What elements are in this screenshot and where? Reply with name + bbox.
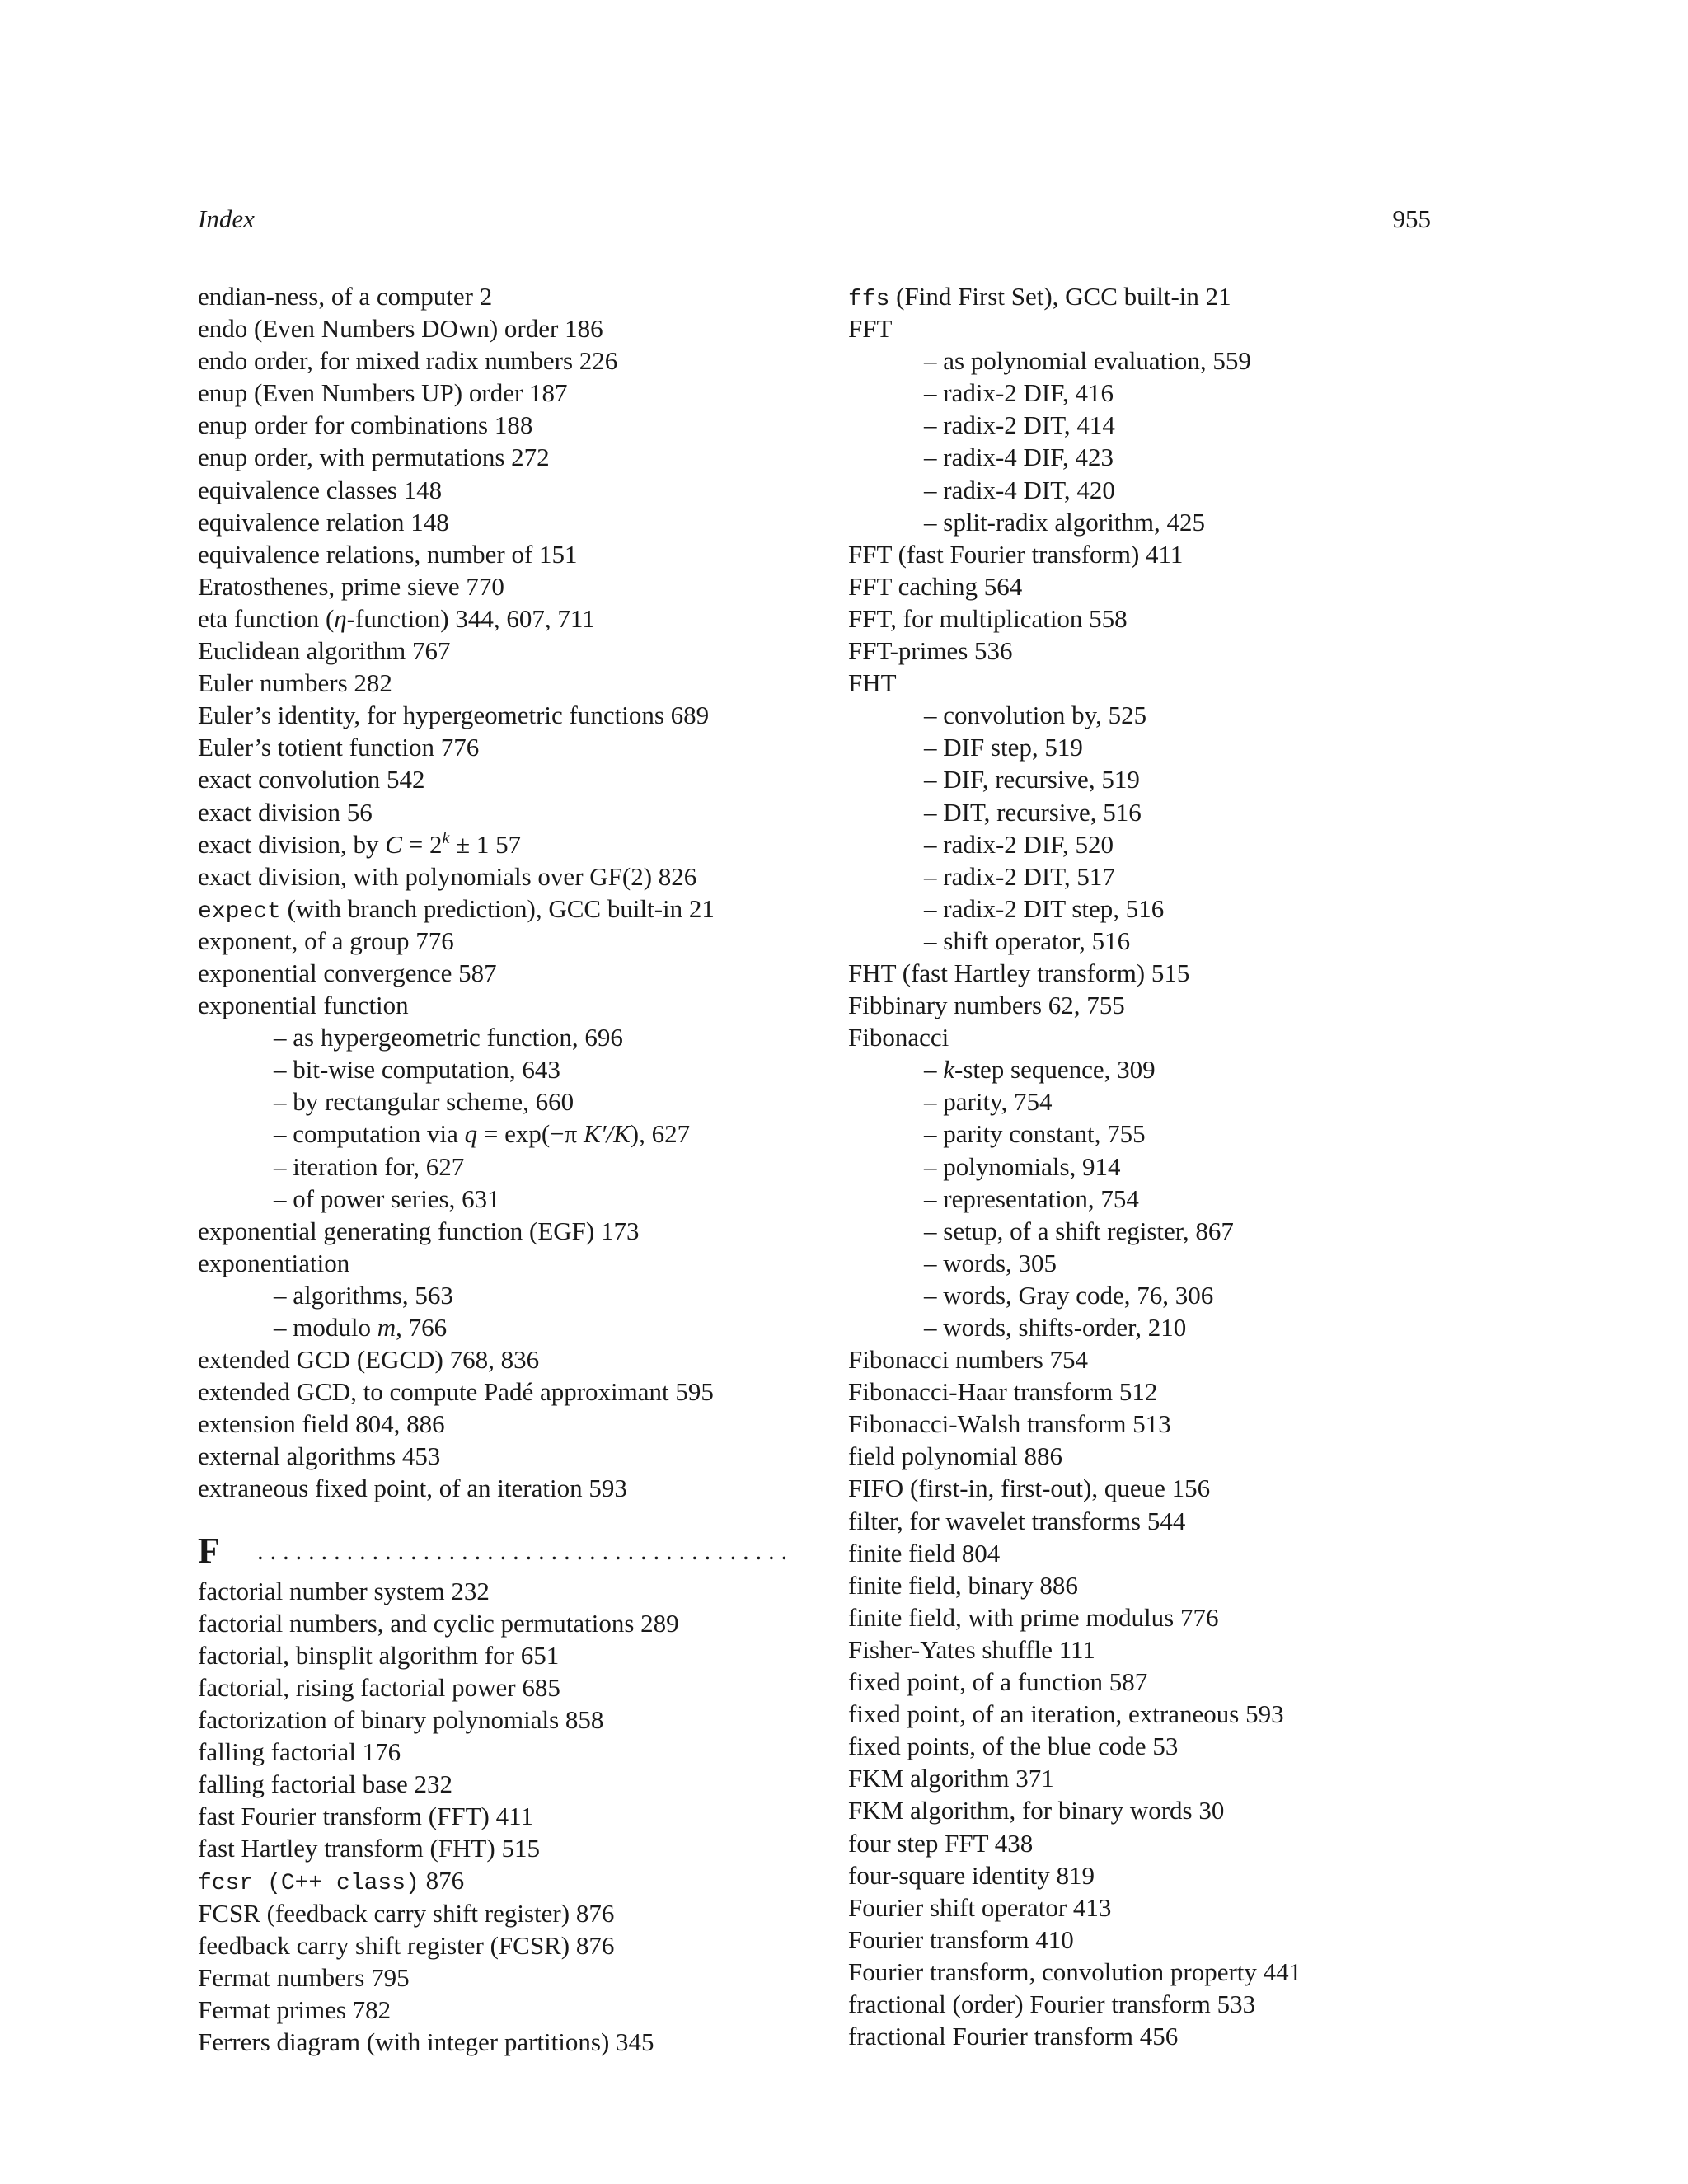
index-entry: endo order, for mixed radix numbers 226 — [198, 346, 618, 376]
index-subentry: – as polynomial evaluation, 559 — [924, 346, 1251, 376]
index-subentry: – radix-2 DIF, 520 — [924, 829, 1114, 859]
index-subentry: – radix-2 DIT step, 516 — [924, 893, 1165, 923]
index-entry: exact convolution 542 — [198, 765, 425, 794]
index-subentry: – polynomials, 914 — [924, 1151, 1121, 1181]
entry-text: 876 — [419, 1866, 465, 1896]
entry-text: ± 1 57 — [449, 829, 522, 859]
section-letter: F — [198, 1530, 220, 1571]
index-entry: extended GCD (EGCD) 768, 836 — [198, 1345, 540, 1375]
index-entry: fractional Fourier transform 456 — [848, 2022, 1179, 2051]
index-entry: Fermat numbers 795 — [198, 1962, 410, 1992]
index-entry: finite field 804 — [848, 1538, 1001, 1568]
math-variable: k — [943, 1055, 955, 1085]
index-entry: exponential convergence 587 — [198, 958, 497, 987]
index-entry: FIFO (first-in, first-out), queue 156 — [848, 1474, 1211, 1503]
index-subentry: – parity, 754 — [924, 1087, 1053, 1117]
index-entry: factorization of binary polynomials 858 — [198, 1704, 604, 1734]
index-subentry: – radix-2 DIT, 517 — [924, 861, 1115, 891]
index-entry: extended GCD, to compute Padé approximant 595 — [198, 1377, 714, 1407]
section-heading-f — [198, 1527, 791, 1575]
index-subentry: – radix-2 DIT, 414 — [924, 410, 1115, 440]
index-subentry: – iteration for, 627 — [274, 1151, 465, 1181]
index-entry: exponent, of a group 776 — [198, 926, 454, 955]
index-entry: Fourier transform, convolution property 441 — [848, 1957, 1302, 1986]
entry-text: (with branch prediction), GCC built-in 21 — [280, 893, 715, 923]
index-entry: factorial number system 232 — [198, 1576, 490, 1605]
index-subentry: – algorithms, 563 — [274, 1280, 453, 1310]
index-subentry: – by rectangular scheme, 660 — [274, 1087, 574, 1117]
index-subentry: – bit-wise computation, 643 — [274, 1055, 560, 1085]
index-entry-ffs — [848, 280, 1442, 312]
math-variable: m — [377, 1313, 396, 1342]
math-variable: K′/K — [584, 1119, 631, 1149]
index-subentry: – words, Gray code, 76, 306 — [924, 1280, 1214, 1310]
index-entry: FFT caching 564 — [848, 571, 1023, 601]
index-entry: Fermat primes 782 — [198, 1994, 392, 2024]
index-entry: FCSR (feedback carry shift register) 876 — [198, 1898, 615, 1928]
index-entry: filter, for wavelet transforms 544 — [848, 1506, 1186, 1535]
index-column-left — [198, 280, 791, 2058]
entry-text: – modulo — [274, 1313, 377, 1342]
index-entry: fixed points, of the blue code 53 — [848, 1732, 1179, 1761]
index-entry: exact division 56 — [198, 797, 373, 827]
index-entry: finite field, binary 886 — [848, 1570, 1078, 1600]
entry-text: exact division, by — [198, 829, 386, 859]
index-subentry: – parity constant, 755 — [924, 1119, 1146, 1149]
index-entry: endian-ness, of a computer 2 — [198, 282, 493, 311]
entry-text: (Find First Set), GCC built-in 21 — [889, 282, 1231, 311]
index-subentry: – DIF, recursive, 519 — [924, 765, 1140, 794]
index-subentry: – shift operator, 516 — [924, 926, 1131, 955]
index-entry: equivalence relations, number of 151 — [198, 539, 578, 569]
eta-symbol: η — [334, 603, 347, 633]
index-entry: FFT, for multiplication 558 — [848, 603, 1128, 633]
index-subentry: – setup, of a shift register, 867 — [924, 1216, 1234, 1245]
math-variable: q — [464, 1119, 478, 1149]
index-entry: Euclidean algorithm 767 — [198, 636, 451, 666]
index-subentry: – convolution by, 525 — [924, 701, 1147, 730]
index-entry: Euler numbers 282 — [198, 668, 392, 698]
index-entry: extraneous fixed point, of an iteration 593 — [198, 1474, 627, 1503]
index-subentry: – radix-4 DIF, 423 — [924, 443, 1114, 472]
index-entry-eta-function — [198, 602, 791, 635]
entry-text: = exp(−π — [477, 1119, 584, 1149]
entry-text: eta function ( — [198, 603, 335, 633]
index-entry: endo (Even Numbers DOwn) order 186 — [198, 314, 603, 344]
entry-text: – computation via — [274, 1119, 465, 1149]
index-entry: Fibonacci-Walsh transform 513 — [848, 1409, 1171, 1439]
index-entry: enup order, with permutations 272 — [198, 443, 550, 472]
index-entry: FHT — [848, 668, 897, 698]
entry-text: -step sequence, 309 — [954, 1055, 1156, 1085]
index-entry: fractional (order) Fourier transform 533 — [848, 1989, 1256, 2018]
index-entry: Fibonacci numbers 754 — [848, 1345, 1089, 1375]
entry-text: = 2 — [401, 829, 443, 859]
index-entry-fcsr — [198, 1864, 791, 1896]
code-term: expect — [198, 898, 281, 925]
index-subentry: – radix-4 DIT, 420 — [924, 475, 1115, 504]
index-entry-exact-division-formula — [198, 828, 791, 860]
index-entry: exact division, with polynomials over GF(2) 826 — [198, 861, 697, 891]
index-entry: factorial, rising factorial power 685 — [198, 1672, 560, 1702]
index-subentry-modulo — [198, 1311, 791, 1343]
code-term: fcsr (C++ class) — [198, 1871, 420, 1897]
code-term: ffs — [848, 287, 890, 312]
index-entry: extension field 804, 886 — [198, 1409, 445, 1439]
index-subentry: – representation, 754 — [924, 1183, 1139, 1213]
index-entry: Fourier transform 410 — [848, 1924, 1074, 1954]
entry-text: – — [924, 1055, 944, 1085]
index-entry: FHT (fast Hartley transform) 515 — [848, 958, 1190, 987]
index-subentry: – as hypergeometric function, 696 — [274, 1023, 623, 1052]
index-entry: Fibbinary numbers 62, 755 — [848, 991, 1125, 1020]
index-entry: Fibonacci-Haar transform 512 — [848, 1377, 1158, 1407]
index-subentry: – DIT, recursive, 516 — [924, 797, 1142, 827]
index-entry: Fisher-Yates shuffle 111 — [848, 1634, 1095, 1664]
index-entry: external algorithms 453 — [198, 1441, 441, 1471]
index-entry: equivalence classes 148 — [198, 475, 443, 504]
index-entry: finite field, with prime modulus 776 — [848, 1602, 1219, 1632]
index-subentry-kstep — [848, 1053, 1442, 1085]
index-entry: field polynomial 886 — [848, 1441, 1063, 1471]
index-entry: fast Hartley transform (FHT) 515 — [198, 1834, 540, 1863]
index-entry: factorial, binsplit algorithm for 651 — [198, 1640, 560, 1670]
running-title: Index — [198, 204, 255, 233]
index-entry: exponential generating function (EGF) 173 — [198, 1216, 640, 1245]
running-head — [198, 204, 1431, 244]
math-variable: C — [385, 829, 402, 859]
index-subentry: – radix-2 DIF, 416 — [924, 378, 1114, 408]
index-entry: exponential function — [198, 991, 409, 1020]
index-entry: falling factorial 176 — [198, 1737, 401, 1767]
index-entry: FKM algorithm, for binary words 30 — [848, 1796, 1225, 1825]
index-entry: exponentiation — [198, 1248, 350, 1277]
index-entry: enup order for combinations 188 — [198, 410, 533, 440]
index-subentry: – DIF step, 519 — [924, 733, 1083, 762]
index-entry: feedback carry shift register (FCSR) 876 — [198, 1930, 615, 1960]
index-entry: FFT-primes 536 — [848, 636, 1013, 666]
index-entry: falling factorial base 232 — [198, 1769, 453, 1799]
index-subentry: – words, 305 — [924, 1248, 1057, 1277]
index-entry: equivalence relation 148 — [198, 507, 449, 537]
index-entry-expect — [198, 893, 791, 925]
index-subentry: – words, shifts-order, 210 — [924, 1313, 1187, 1342]
index-entry: Euler’s totient function 776 — [198, 733, 480, 762]
index-entry: Ferrers diagram (with integer partitions) 345 — [198, 2027, 654, 2056]
entry-text: ), 627 — [630, 1119, 691, 1149]
index-subentry-computation — [198, 1118, 791, 1150]
index-entry: four step FFT 438 — [848, 1828, 1034, 1858]
entry-text: -function) 344, 607, 711 — [346, 603, 595, 633]
page-number: 955 — [1392, 204, 1431, 233]
index-entry: Fourier shift operator 413 — [848, 1892, 1112, 1922]
index-subentry: – of power series, 631 — [274, 1183, 500, 1213]
dot-leader — [257, 1527, 791, 1575]
index-entry: factorial numbers, and cyclic permutations 289 — [198, 1608, 679, 1638]
index-entry: Euler’s identity, for hypergeometric functions 689 — [198, 701, 710, 730]
index-entry: FFT (fast Fourier transform) 411 — [848, 539, 1184, 569]
index-entry: four-square identity 819 — [848, 1860, 1095, 1890]
index-entry: enup (Even Numbers UP) order 187 — [198, 378, 568, 408]
entry-text: , 766 — [396, 1313, 448, 1342]
index-entry: Fibonacci — [848, 1023, 950, 1052]
index-entry: FFT — [848, 314, 893, 344]
index-entry: Eratosthenes, prime sieve 770 — [198, 571, 504, 601]
index-subentry: – split-radix algorithm, 425 — [924, 507, 1205, 537]
index-entry: fixed point, of a function 587 — [848, 1667, 1148, 1697]
index-column-right — [848, 280, 1442, 2052]
math-exponent: k — [442, 828, 450, 847]
index-entry: fast Fourier transform (FFT) 411 — [198, 1802, 533, 1831]
index-entry: FKM algorithm 371 — [848, 1764, 1054, 1793]
index-entry: fixed point, of an iteration, extraneous 593 — [848, 1699, 1284, 1729]
